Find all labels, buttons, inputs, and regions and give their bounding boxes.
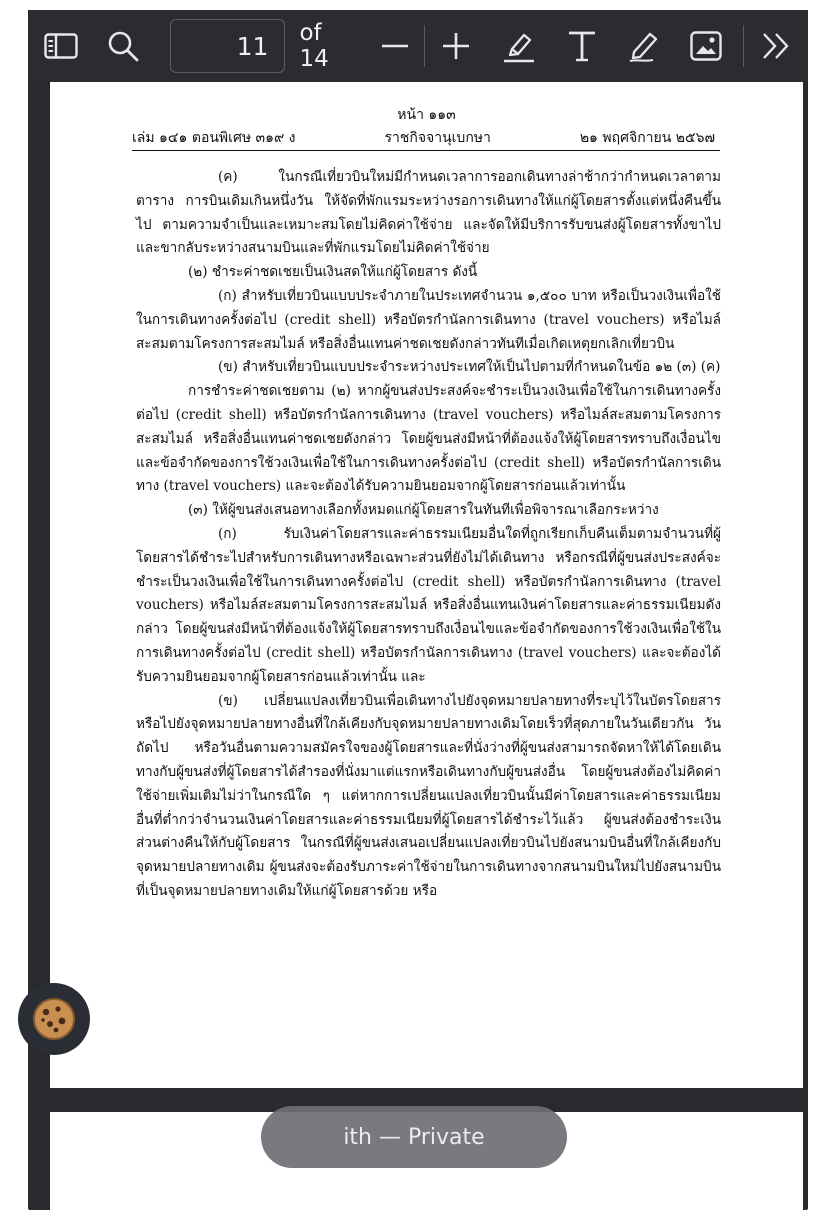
paragraph: (ก) รับเงินค่าโดยสารและค่าธรรมเนียมอื่นใดที่ถูกเรียกเก็บคืนเต็มตามจำนวนที่ผู้โดยสารได้ชำระไปสำหรับการเดินทางหรือเฉพาะส่วนที่ยังไม่ได้เดินทาง หรือกรณีที่ผู้ขนส่งประสงค์จะชำระเป็นวงเงินเพื่อใช้ในการเดินทางครั้งต่อไป (credit shell) หรือบัตรกำนัลการเดินทาง (travel vouchers) หรือไมล์สะสมตามโครงการสะสมไมล์ หรือสิ่งอื่นแทนเงินค่าโดยสารและค่าธรรมเนียมดังกล่าว โดยผู้ขนส่งมีหน้าที่ต้องแจ้งให้ผู้โดยสารทราบถึงเงื่อนไขและข้อจำกัดของการใช้วงเงินเพื่อใช้ในการเดินทางครั้งต่อไป (credit shell) หรือบัตรกำนัลการเดินทาง (travel vouchers) และจะต้องได้รับความยินยอมจากผู้โดยสารก่อนแล้วเท่านั้น และ (136, 525, 721, 685)
pen-icon[interactable] (613, 10, 675, 82)
volume-label: เล่ม ๑๔๑ ตอนพิเศษ ๓๑๙ ง (132, 130, 296, 146)
paragraph: (๓) ให้ผู้ขนส่งเสนอทางเลือกทั้งหมดแก่ผู้โดยสารในทันทีเพื่อพิจารณาเลือกระหว่าง (188, 502, 659, 519)
text-tool-icon[interactable] (551, 10, 613, 82)
highlighter-icon[interactable] (487, 10, 551, 82)
pdf-page (50, 82, 803, 1088)
pdf-toolbar (28, 10, 808, 82)
paragraph: (ค) ในกรณีเที่ยวบินใหม่มีกำหนดเวลาการออกเดินทางล่าช้ากว่ากำหนดเวลาตามตาราง การบินเดิมเกินหนึ่งวัน ให้จัดที่พักแรมระหว่างรอการเดินทางให้แก่ผู้โดยสารตั้งแต่หนึ่งคืนขึ้นไป ตามความจำเป็นและเหมาะสมโดยไม่คิดค่าใช้จ่าย และจัดให้มีบริการรับขนส่งผู้โดยสารทั้งขาไปและขากลับระหว่างสนามบินและที่พักแรมโดยไม่คิดค่าใช้จ่าย (136, 169, 721, 257)
gazette-title: ราชกิจจานุเบกษา (384, 130, 491, 146)
issue-date: ๒๑ พฤศจิกายน ๒๕๖๗ (579, 130, 715, 146)
zoom-out-icon[interactable] (366, 10, 424, 82)
document-body (136, 166, 721, 904)
page-total-label: of 14 (299, 20, 329, 72)
gazette-header (132, 127, 715, 149)
private-browsing-pill[interactable] (261, 1106, 567, 1168)
private-pill-label: ith — Private (343, 1124, 485, 1150)
search-icon[interactable] (92, 10, 154, 82)
paragraph: (๒) ชำระค่าชดเชยเป็นเงินสดให้แก่ผู้โดยสาร ดังนี้ (188, 264, 478, 281)
zoom-in-icon[interactable] (425, 10, 487, 82)
paragraph: (ก) สำหรับเที่ยวบินแบบประจำภายในประเทศจำนวน ๑,๕๐๐ บาท หรือเป็นวงเงินเพื่อใช้ในการเดินทางครั้งต่อไป (credit shell) หรือบัตรกำนัลการเดินทาง (travel vouchers) หรือไมล์สะสมตามโครงการสะสมไมล์ หรือสิ่งอื่นแทนค่าชดเชยดังกล่าวทันทีเมื่อเกิดเหตุยกเลิกเที่ยวบิน (136, 287, 721, 352)
cookie-icon[interactable] (18, 983, 90, 1055)
page-number-heading: หน้า ๑๑๓ (397, 107, 456, 123)
header-rule (132, 150, 720, 151)
more-chevrons-icon[interactable] (744, 10, 808, 82)
page-number-input[interactable]: 11 (170, 19, 286, 73)
paragraph: (ข) เปลี่ยนแปลงเที่ยวบินเพื่อเดินทางไปยังจุดหมายปลายทางที่ระบุไว้ในบัตรโดยสารหรือไปยังจุดหมายปลายทางอื่นที่ใกล้เคียงกับจุดหมายปลายทางเดิมโดยเร็วที่สุดภายในวันเดียวกัน วันถัดไป หรือวันอื่นตามความสมัครใจของผู้โดยสารและที่นั่งว่างที่ผู้ขนส่งสามารถจัดหาให้ได้โดยเดินทางกับผู้ขนส่งที่ผู้โดยสารได้สำรองที่นั่งมาแต่แรกหรือเดินทางกับผู้ขนส่งอื่น โดยผู้ขนส่งต้องไม่คิดค่าใช้จ่ายเพิ่มเติมไม่ว่าในกรณีใด ๆ แต่หากการเปลี่ยนแปลงเที่ยวบินนั้นมีค่าโดยสารและค่าธรรมเนียมอื่นที่ต่ำกว่าจำนวนเงินค่าโดยสารและค่าธรรมเนียมที่ผู้โดยสารได้ชำระไว้แล้ว ผู้ขนส่งต้องชำระเงินส่วนต่างคืนให้กับผู้โดยสาร ในกรณีที่ผู้ขนส่งเสนอเปลี่ยนแปลงเที่ยวบินไปยังสนามบินอื่นที่ใกล้เคียงกับจุดหมายปลายทางเดิม ผู้ขนส่งจะต้องรับภาระค่าใช้จ่ายในการเดินทางจากสนามบินใหม่ไปยังสนามบินที่เป็นจุดหมายปลายทางเดิมให้แก่ผู้โดยสารด้วย หรือ (136, 692, 721, 899)
sidebar-icon[interactable] (30, 10, 92, 82)
paragraph: การชำระค่าชดเชยตาม (๒) หากผู้ขนส่งประสงค์จะชำระเป็นวงเงินเพื่อใช้ในการเดินทางครั้งต่อไป (credit shell) หรือบัตรกำนัลการเดินทาง (travel vouchers) หรือไมล์สะสมตามโครงการสะสมไมล์ หรือสิ่งอื่นแทนค่าชดเชยดังกล่าว โดยผู้ขนส่งมีหน้าที่ต้องแจ้งให้ผู้โดยสารทราบถึงเงื่อนไขและข้อจำกัดของการใช้วงเงินเพื่อใช้ในการเดินทางครั้งต่อไป (credit shell) หรือบัตรกำนัลการเดินทาง (travel vouchers) และจะต้องได้รับความยินยอมจากผู้โดยสารก่อนแล้วเท่านั้น (136, 383, 721, 495)
paragraph: (ข) สำหรับเที่ยวบินแบบประจำระหว่างประเทศให้เป็นไปตามที่กำหนดในข้อ ๑๒ (๓) (ค) (218, 359, 721, 376)
image-icon[interactable] (675, 10, 737, 82)
